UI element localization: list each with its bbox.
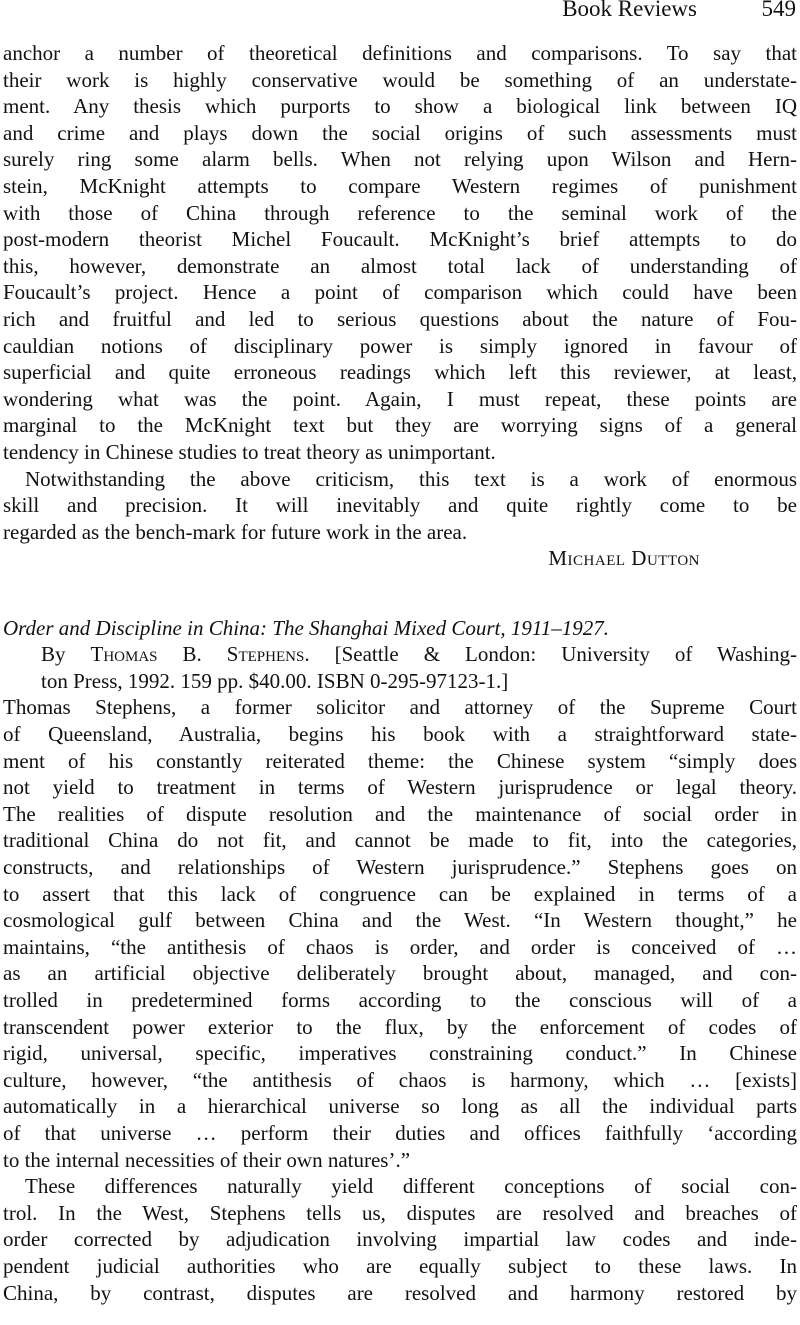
text-line: skill and precision. It will inevitably and quite rightly come to be [3,493,797,518]
text-line: Foucault’s project. Hence a point of comparison which could have been [3,280,797,305]
book-author: Thomas B. Stephens [90,642,305,667]
text-line: automatically in a hierarchical universe so long as all the individual parts [3,1094,797,1119]
text-line: of that universe … perform their duties and offices faithfully ‘according [3,1120,797,1145]
text-line: not yield to treatment in terms of Western jurisprudence or legal theory. [3,775,797,800]
text-line: and crime and plays down the social origins of such assessments must [3,120,797,145]
text-line: transcendent power exterior to the flux, by the enforcement of codes of [3,1014,797,1039]
book-publication-info: ton Press, 1992. 159 pp. $40.00. ISBN 0-295-97123-1.] [41,668,509,693]
book-byline [41,641,797,668]
text-line: regarded as the bench-mark for future work in the area. [3,519,468,544]
text-line: to assert that this lack of congruence can be explained in terms of a [3,881,797,906]
text-line: post-modern theorist Michel Foucault. McKnight’s brief attempts to do [3,227,797,252]
byline-publisher: . [Seattle & London: University of Washing- [304,642,797,667]
text-line: anchor a number of theoretical definitions and comparisons. To say that [3,41,797,65]
text-line: traditional China do not fit, and cannot be made to fit, into the categories, [3,828,797,853]
text-line: The realities of dispute resolution and the maintenance of social order in [3,801,797,826]
text-line: ment of his constantly reiterated theme: the Chinese system “simply does [3,748,797,773]
text-line: order corrected by adjudication involving impartial law codes and inde- [3,1227,797,1252]
byline-by: By [41,642,91,667]
page-header [0,0,800,28]
text-line: surely ring some alarm bells. When not relying upon Wilson and Hern- [3,147,797,172]
page-number: 549 [761,0,796,21]
running-head: Book Reviews [562,0,697,21]
text-line: China, by contrast, disputes are resolved and harmony restored by [3,1280,797,1305]
text-line: stein, McKnight attempts to compare Western regimes of punishment [3,174,797,198]
text-line: constructs, and relationships of Western jurisprudence.” Stephens goes on [3,854,797,879]
text-line: cauldian notions of disciplinary power is simply ignored in favour of [3,333,797,358]
text-line: trolled in predetermined forms according to the conscious will of a [3,987,797,1012]
text-line: pendent judicial authorities who are equally subject to these laws. In [3,1253,797,1278]
text-line: with those of China through reference to the seminal work of the [3,200,797,225]
text-line: this, however, demonstrate an almost total lack of understanding of [3,253,797,278]
text-line: culture, however, “the antithesis of chaos is harmony, which … [exists] [3,1067,797,1092]
text-line: superficial and quite erroneous readings which left this reviewer, at least, [3,360,797,385]
text-line: trol. In the West, Stephens tells us, disputes are resolved and breaches of [3,1200,797,1225]
text-line: ment. Any thesis which purports to show a biological link between IQ [3,94,797,119]
text-line: maintains, “the antithesis of chaos is order, and order is conceived of … [3,934,797,959]
text-line: marginal to the McKnight text but they are worrying signs of a general [3,413,797,438]
text-line: of Queensland, Australia, begins his book with a straightforward state- [3,721,797,746]
text-line: wondering what was the point. Again, I must repeat, these points are [3,386,797,411]
text-line: rich and fruitful and led to serious questions about the nature of Fou- [3,307,797,331]
text-line: Thomas Stephens, a former solicitor and attorney of the Supreme Court [3,695,797,720]
text-line: cosmological gulf between China and the West. “In Western thought,” he [3,908,797,933]
text-line: to the internal necessities of their own natures’.” [3,1147,411,1172]
text-line: their work is highly conservative would be something of an understate- [3,67,797,92]
book-title: Order and Discipline in China: The Shanghai Mixed Court, 1911–1927. [3,615,610,640]
text-line: rigid, universal, specific, imperatives constraining conduct.” In Chinese [3,1041,797,1066]
text-line: tendency in Chinese studies to treat theory as unimportant. [3,440,496,464]
text-line: These differences naturally yield different conceptions of social con- [25,1174,797,1199]
reviewer-signature: Michael Dutton [548,546,700,571]
text-line: Notwithstanding the above criticism, this text is a work of enormous [25,466,797,491]
text-line: as an artificial objective deliberately brought about, managed, and con- [3,961,797,986]
